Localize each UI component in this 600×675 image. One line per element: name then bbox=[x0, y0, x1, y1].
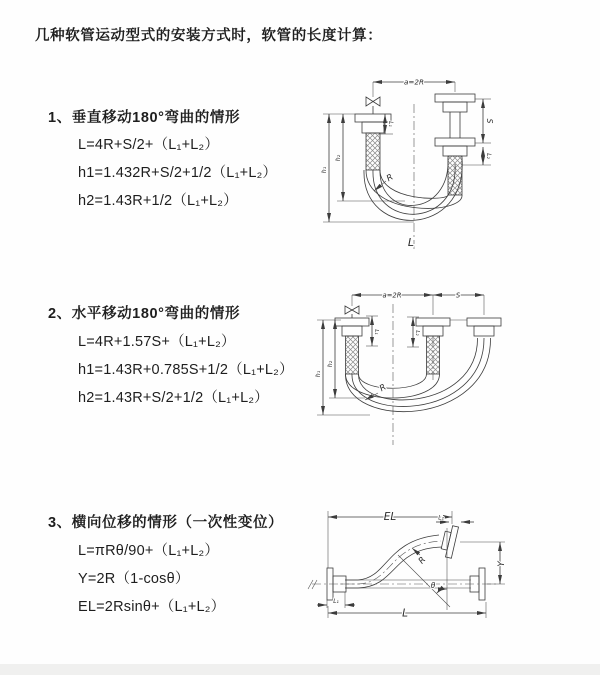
d3-y-dimension bbox=[460, 542, 507, 584]
section-2-formula-L: L=4R+1.57S+（L₁+L₂） bbox=[78, 334, 236, 350]
d1-span-label: a=2R bbox=[404, 77, 424, 87]
d2-radius-label: R bbox=[377, 382, 389, 395]
d1-right-pipe bbox=[450, 112, 460, 138]
d3-el-label: EL bbox=[383, 511, 397, 523]
d2-s-label: S bbox=[455, 291, 461, 300]
d3-l1-label: L₁ bbox=[333, 599, 339, 605]
d3-l-label: L bbox=[402, 607, 408, 620]
diagram-horizontal-180-svg bbox=[308, 282, 600, 467]
d3-y-label: Y bbox=[497, 561, 507, 567]
d3-el-dimension bbox=[328, 511, 452, 568]
d2-valve-icon bbox=[345, 306, 359, 318]
d1-radius-callout bbox=[374, 172, 395, 191]
d1-h2-label: h₂ bbox=[335, 154, 342, 162]
d3-theta-label: θ bbox=[430, 581, 436, 590]
d3-pipe-break-mark bbox=[308, 580, 317, 589]
d1-length-label: L bbox=[407, 236, 415, 249]
scan-edge-shadow bbox=[0, 664, 600, 675]
d2-l1-dimension bbox=[366, 316, 379, 346]
d1-left-braided-hose bbox=[366, 133, 380, 170]
section-3-formula-L: L=πRθ/90+（L₁+L₂） bbox=[78, 543, 220, 559]
d1-h1-label: h₁ bbox=[321, 166, 328, 174]
section-1-formula-L: L=4R+S/2+（L₁+L₂） bbox=[78, 137, 220, 153]
d2-l2-label: L₂ bbox=[414, 330, 420, 336]
d2-h1-label: h₁ bbox=[315, 370, 322, 378]
d1-valve-icon bbox=[366, 97, 380, 114]
d2-middle-fitting bbox=[416, 318, 450, 336]
d2-span-label: a=2R bbox=[382, 291, 402, 300]
d2-left-fitting bbox=[335, 318, 369, 336]
d2-l2-dimension bbox=[407, 317, 420, 347]
section-2-formula-h1: h1=1.43R+0.785S+1/2（L₁+L₂） bbox=[78, 362, 294, 378]
section-3-formula-Y: Y=2R（1-cosθ） bbox=[78, 571, 190, 587]
d2-top-dimensions bbox=[352, 292, 484, 316]
diagram-vertical-180-svg bbox=[315, 68, 600, 263]
d1-right-fitting-original bbox=[435, 138, 475, 156]
section-1-formula-h2: h2=1.43R+1/2（L₁+L₂） bbox=[78, 193, 238, 209]
d1-s-dimension bbox=[475, 99, 494, 143]
d3-radius-label: R bbox=[416, 555, 429, 567]
diagram-vertical-180-bend bbox=[315, 68, 600, 263]
d3-l2-label: L₂ bbox=[438, 515, 444, 522]
diagram-lateral-displacement-svg bbox=[300, 498, 600, 648]
section-2-formula-h2: h2=1.43R+S/2+1/2（L₁+L₂） bbox=[78, 390, 269, 406]
diagram-lateral-displacement bbox=[300, 498, 600, 648]
d2-l1-label: L₁ bbox=[373, 329, 379, 335]
d3-l1-dimension bbox=[317, 592, 355, 608]
d2-hose-bend-curves bbox=[345, 338, 490, 412]
d1-radius-label: R bbox=[384, 172, 396, 185]
diagram-horizontal-180-bend bbox=[308, 282, 600, 467]
d1-left-fitting bbox=[355, 114, 391, 133]
section-1-formula-h1: h1=1.432R+S/2+1/2（L₁+L₂） bbox=[78, 165, 278, 181]
d3-l2-dimension bbox=[436, 516, 474, 523]
d3-top-flange bbox=[440, 524, 459, 558]
d2-right-fitting-displaced bbox=[450, 318, 501, 336]
section-1-heading: 1、垂直移动180°弯曲的情形 bbox=[48, 110, 241, 126]
d1-l1-label: L₁ bbox=[387, 121, 393, 127]
d1-right-fitting-raised bbox=[435, 94, 475, 112]
page-title: 几种软管运动型式的安装方式时，软管的长度计算： bbox=[35, 28, 383, 44]
d3-angle-construction bbox=[398, 528, 450, 610]
section-2-heading: 2、水平移动180°弯曲的情形 bbox=[48, 306, 241, 322]
d2-left-braided-hose bbox=[346, 336, 359, 374]
d2-h2-label: h₂ bbox=[327, 360, 334, 368]
section-3-formula-EL: EL=2Rsinθ+（L₁+L₂） bbox=[78, 599, 226, 615]
section-3-heading: 3、横向位移的情形（一次性变位） bbox=[48, 515, 284, 531]
d1-s-label: S bbox=[485, 118, 494, 124]
d1-l2-label: L₂ bbox=[485, 153, 491, 159]
